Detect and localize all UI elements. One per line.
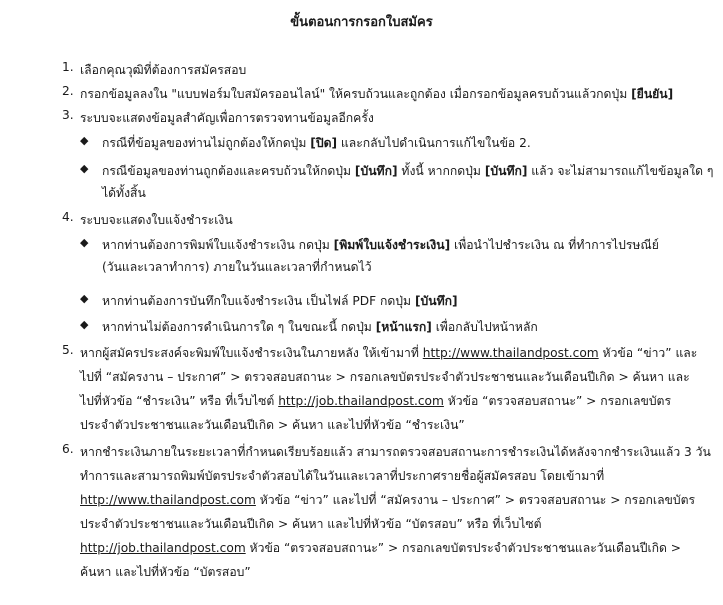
diamond-bullet-icon: ◆ [80, 162, 89, 175]
step-number: 2. [62, 84, 74, 98]
step-text: เลือกคุณวุฒิที่ต้องการสมัครสอบ [80, 63, 247, 77]
step-number: 5. [62, 343, 74, 357]
save-button-label: [บันทึก] [354, 164, 398, 178]
bullet-4-2: ◆ หากท่านต้องการบันทึกใบแจ้งชำระเงิน เป็นไฟล์ PDF กดปุ่ม [บันทึก] [80, 292, 458, 308]
step-number: 6. [62, 442, 74, 456]
page-title: ขั้นตอนการกรอกใบสมัคร [290, 15, 433, 30]
bullet-3-2: ◆ กรณีข้อมูลของท่านถูกต้องและครบถ้วนให้กดปุ่ม [บันทึก] ทั้งนี้ หากกดปุ่ม [บันทึก] แล้ว จะไม่สามารถแก้ไขข้อมูลใด ๆ ได้ทั้งสิ้น [80, 162, 714, 200]
bullet-3-1: ◆ กรณีที่ข้อมูลของท่านไม่ถูกต้องให้กดปุ่ม [ปิด] และกลับไปดำเนินการแก้ไขในข้อ 2. [80, 134, 531, 150]
step-number: 4. [62, 210, 74, 224]
diamond-bullet-icon: ◆ [80, 134, 89, 147]
save-button-label: [บันทึก] [414, 294, 458, 308]
thailandpost-link[interactable]: http://www.thailandpost.com [80, 493, 256, 507]
save-button-label: [บันทึก] [484, 164, 528, 178]
step-text: ระบบจะแสดงใบแจ้งชำระเงิน [80, 213, 233, 227]
diamond-bullet-icon: ◆ [80, 318, 89, 331]
step-text: ระบบจะแสดงข้อมูลสำคัญเพื่อการตรวจทานข้อมูลอีกครั้ง [80, 111, 374, 125]
close-button-label: [ปิด] [310, 136, 338, 150]
job-thailandpost-link[interactable]: http://job.thailandpost.com [278, 394, 444, 408]
bullet-4-3: ◆ หากท่านไม่ต้องการดำเนินการใด ๆ ในขณะนี้ กดปุ่ม [หน้าแรก] เพื่อกลับไปหน้าหลัก [80, 318, 538, 334]
step-4 [62, 208, 702, 232]
print-invoice-button-label: [พิมพ์ใบแจ้งชำระเงิน] [333, 238, 451, 252]
diamond-bullet-icon: ◆ [80, 236, 89, 249]
step-text: กรอกข้อมูลลงใน "แบบฟอร์มใบสมัครออนไลน์" ให้ครบถ้วนและถูกต้อง เมื่อกรอกข้อมูลครบถ้วนแล้วกดปุ่ม [80, 87, 632, 101]
home-button-label: [หน้าแรก] [375, 320, 432, 334]
step-number: 3. [62, 108, 74, 122]
bullet-4-1: ◆ หากท่านต้องการพิมพ์ใบแจ้งชำระเงิน กดปุ่ม [พิมพ์ใบแจ้งชำระเงิน] เพื่อนำไปชำระเงิน ณ ที่ทำการไปรษณีย์ (วันและเวลาทำการ) ภายในวันและเวลาที่กำหนดไว้ [80, 236, 659, 274]
step-3 [62, 106, 702, 130]
step-number: 1. [62, 60, 74, 74]
confirm-button-label: [ยืนยัน] [631, 87, 674, 101]
step-6: 6. หากชำระเงินภายในระยะเวลาที่กำหนดเรียบร้อยแล้ว สามารถตรวจสอบสถานะการชำระเงินได้หลังจากชำระเงินแล้ว 3 วัน ทำการและสามารถพิมพ์บัตรประจำตัวสอบได้ในวันและเวลาที่ประกาศรายชื่อผู้สมัครสอบ โดยเข้ามาที่ http://www.thailandpost.com หัวข้อ “ข่าว” และไปที่ “สมัครงาน – ประกาศ” > ตรวจสอบสถานะ > กรอกเลขบัตร ประจำตัวประชาชนและวันเดือนปีเกิด > ค้นหา และไปที่หัวข้อ “บัตรสอบ” หรือ ที่เว็บไซต์ http://job.thailandpost.com หัวข้อ “ตรวจสอบสถานะ” > กรอกเลขบัตรประจำตัวประชาชนและวันเดือนปีเกิด > ค้นหา และไปที่หัวข้อ “บัตรสอบ” [62, 442, 711, 579]
step-2 [62, 82, 702, 106]
thailandpost-link[interactable]: http://www.thailandpost.com [422, 346, 599, 360]
step-5: 5. หากผู้สมัครประสงค์จะพิมพ์ใบแจ้งชำระเงินในภายหลัง ให้เข้ามาที่ http://www.thailandpost.com หัวข้อ “ข่าว” และ ไปที่ “สมัครงาน – ประกาศ” > ตรวจสอบสถานะ > กรอกเลขบัตรประจำตัวประชาชนและวันเดือนปีเกิด > ค้นหา และ ไปที่หัวข้อ “ชำระเงิน” หรือ ที่เว็บไซต์ http://job.thailandpost.com หัวข้อ “ตรวจสอบสถานะ” > กรอกเลขบัตร ประจำตัวประชาชนและวันเดือนปีเกิด > ค้นหา และไปที่หัวข้อ “ชำระเงิน” [62, 343, 698, 432]
step-1 [62, 58, 702, 82]
job-thailandpost-link[interactable]: http://job.thailandpost.com [80, 541, 246, 555]
diamond-bullet-icon: ◆ [80, 292, 89, 305]
